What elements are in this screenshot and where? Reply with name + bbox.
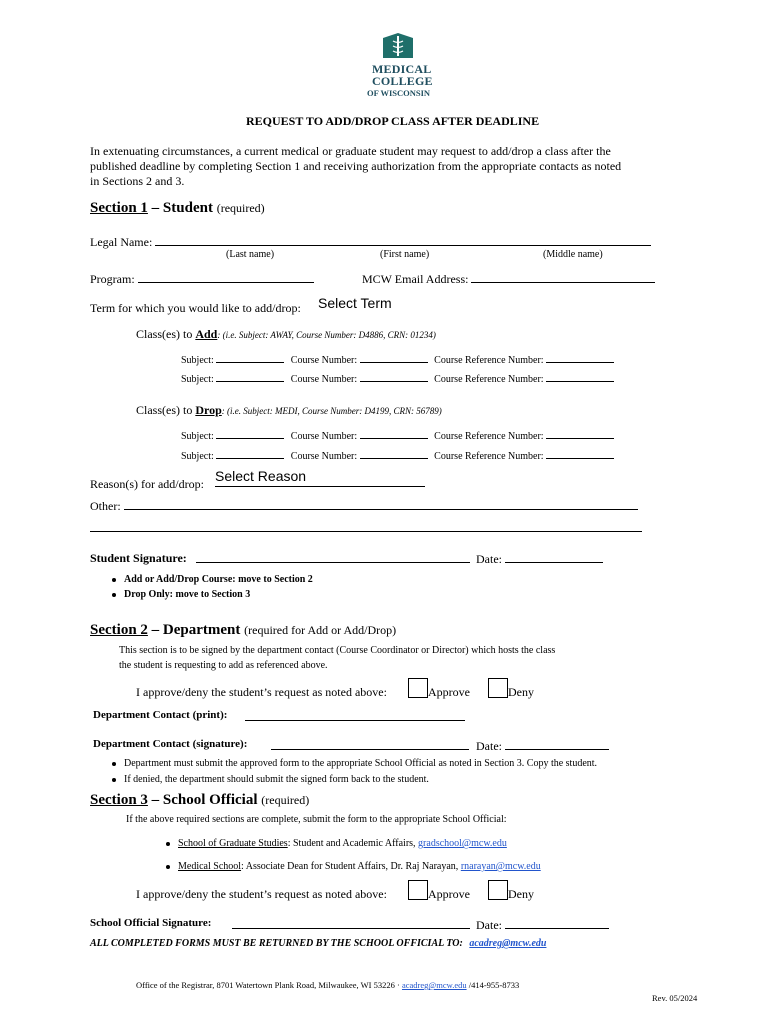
student-date-field[interactable] bbox=[505, 551, 603, 563]
other-field-line-2[interactable] bbox=[90, 531, 642, 532]
section-1-heading bbox=[90, 200, 265, 217]
section-2-bullet-2 bbox=[112, 774, 429, 785]
section-1-req: (required) bbox=[216, 201, 265, 215]
section-2-heading bbox=[90, 622, 396, 639]
intro-line-3: in Sections 2 and 3. bbox=[90, 174, 185, 188]
footer-phone: /414-955-8733 bbox=[466, 980, 520, 990]
drop-word: Drop bbox=[195, 403, 222, 417]
course-number-label: Course Number: bbox=[290, 355, 358, 366]
return-email-link[interactable]: acadreg@mcw.edu bbox=[469, 938, 547, 949]
student-date-label: Date: bbox=[476, 552, 502, 566]
revision-date: Rev. 05/2024 bbox=[652, 993, 698, 1003]
term-label: Term for which you would like to add/drop: bbox=[90, 301, 301, 315]
drop-course-number-2[interactable] bbox=[360, 447, 428, 459]
add-crn-2[interactable] bbox=[546, 370, 614, 382]
drop-example: : (i.e. Subject: MEDI, Course Number: D4199, CRN: 56789) bbox=[221, 406, 442, 416]
add-word: Add bbox=[195, 327, 218, 341]
drop-course-number-1[interactable] bbox=[360, 427, 428, 439]
logo-line-3: OF WISCONSIN bbox=[367, 88, 431, 98]
dept-contact-sig-label: Department Contact (signature): bbox=[93, 738, 248, 750]
other-field[interactable] bbox=[124, 498, 638, 510]
other-row bbox=[90, 498, 638, 514]
drop-subject-1[interactable] bbox=[216, 427, 284, 439]
school-1-email-link[interactable]: gradschool@mcw.edu bbox=[418, 838, 507, 849]
drop-row-1 bbox=[181, 427, 614, 442]
add-subject-2[interactable] bbox=[216, 370, 284, 382]
school-2-text: : Associate Dean for Student Affairs, Dr. Raj Narayan, bbox=[241, 861, 461, 872]
logo-line-2: COLLEGE bbox=[372, 74, 433, 88]
form-title: REQUEST TO ADD/DROP CLASS AFTER DEADLINE bbox=[246, 114, 540, 128]
school-1-name: School of Graduate Studies bbox=[178, 838, 288, 849]
footer-email-link[interactable]: acadreg@mcw.edu bbox=[401, 980, 467, 990]
legal-name-row bbox=[90, 234, 651, 250]
drop-crn-1[interactable] bbox=[546, 427, 614, 439]
official-sig-label: School Official Signature: bbox=[90, 917, 212, 929]
program-label: Program: bbox=[90, 272, 135, 286]
bullet-text: Add or Add/Drop Course: move to Section 2 bbox=[124, 574, 313, 585]
add-course-number-1[interactable] bbox=[360, 351, 428, 363]
caduceus-logo-icon bbox=[381, 32, 415, 60]
mcw-logo bbox=[364, 32, 452, 102]
section-3-heading bbox=[90, 792, 309, 809]
add-row-1 bbox=[181, 351, 614, 366]
school-2-email-link[interactable]: rnarayan@mcw.edu bbox=[460, 861, 541, 872]
crn-label: Course Reference Number: bbox=[434, 355, 544, 366]
legal-name-label: Legal Name: bbox=[90, 235, 153, 249]
reason-label: Reason(s) for add/drop: bbox=[90, 477, 204, 491]
official-deny-checkbox[interactable] bbox=[488, 880, 508, 900]
official-deny-text: Deny bbox=[508, 887, 534, 901]
dept-contact-print-field[interactable] bbox=[245, 720, 465, 721]
official-approve-checkbox[interactable] bbox=[408, 880, 428, 900]
add-row-2 bbox=[181, 370, 614, 385]
last-name-caption: (Last name) bbox=[226, 249, 275, 260]
logo-line-1: MEDICAL bbox=[372, 62, 432, 76]
drop-label: Class(es) to bbox=[136, 403, 196, 417]
section-3-label: Section 3 bbox=[90, 792, 148, 808]
first-name-caption: (First name) bbox=[380, 249, 430, 260]
add-example: : (i.e. Subject: AWAY, Course Number: D4886, CRN: 01234) bbox=[217, 330, 436, 340]
student-signature-label: Student Signature: bbox=[90, 551, 187, 565]
add-crn-1[interactable] bbox=[546, 351, 614, 363]
section-1-bullet-2 bbox=[112, 589, 250, 600]
intro-line-1: In extenuating circumstances, a current medical or graduate student may request to add/drop a class after the bbox=[90, 144, 611, 158]
drop-subject-2[interactable] bbox=[216, 447, 284, 459]
intro-line-2: published deadline by completing Section 1 and receiving authorization from the appropriate contacts as noted bbox=[90, 159, 622, 173]
official-date-field[interactable] bbox=[505, 917, 609, 929]
section-2-desc-1: This section is to be signed by the department contact (Course Coordinator or Director) which hosts the class bbox=[119, 645, 556, 656]
official-date-row bbox=[476, 917, 609, 933]
bullet-text: If denied, the department should submit the signed form back to the student. bbox=[124, 774, 429, 785]
section-2-label: Section 2 bbox=[90, 622, 148, 638]
other-label: Other: bbox=[90, 499, 121, 513]
drop-crn-2[interactable] bbox=[546, 447, 614, 459]
crn-label: Course Reference Number: bbox=[434, 431, 544, 442]
official-date-label: Date: bbox=[476, 918, 502, 932]
footer-address-row bbox=[136, 980, 519, 990]
section-2-desc-2: the student is requesting to add as referenced above. bbox=[119, 660, 328, 671]
subject-label: Subject: bbox=[181, 355, 214, 366]
subject-label: Subject: bbox=[181, 451, 214, 462]
dept-date-row bbox=[476, 738, 609, 754]
dept-date-field[interactable] bbox=[505, 738, 609, 750]
reason-select[interactable]: Select Reason bbox=[215, 468, 307, 484]
reason-underline bbox=[215, 486, 425, 487]
program-field[interactable] bbox=[138, 271, 314, 283]
bullet-text: Drop Only: move to Section 3 bbox=[124, 589, 251, 600]
subject-label: Subject: bbox=[181, 374, 214, 385]
crn-label: Course Reference Number: bbox=[434, 374, 544, 385]
email-row bbox=[362, 271, 655, 287]
course-number-label: Course Number: bbox=[290, 374, 358, 385]
add-heading bbox=[136, 327, 436, 342]
dept-approve-checkbox[interactable] bbox=[408, 678, 428, 698]
section-2-req: (required for Add or Add/Drop) bbox=[244, 623, 397, 637]
course-number-label: Course Number: bbox=[290, 451, 358, 462]
section-1-bullet-1 bbox=[112, 574, 313, 585]
school-2-name: Medical School bbox=[178, 861, 242, 872]
subject-label: Subject: bbox=[181, 431, 214, 442]
student-date-row bbox=[476, 551, 603, 567]
dept-approve-label: I approve/deny the student’s request as noted above: bbox=[136, 685, 387, 699]
section-2-name: – Department bbox=[151, 622, 241, 638]
term-select[interactable]: Select Term bbox=[318, 295, 392, 311]
email-field[interactable] bbox=[471, 271, 655, 283]
return-text: ALL COMPLETED FORMS MUST BE RETURNED BY THE SCHOOL OFFICIAL TO: bbox=[90, 938, 463, 949]
school-1-text: : Student and Academic Affairs, bbox=[287, 838, 419, 849]
return-row bbox=[90, 938, 546, 949]
course-number-label: Course Number: bbox=[290, 431, 358, 442]
bullet-text: Department must submit the approved form to the appropriate School Official as noted in Section 3. Copy the student. bbox=[124, 758, 598, 769]
school-1-row bbox=[166, 838, 507, 849]
dept-approve-text: Approve bbox=[428, 685, 470, 699]
program-row bbox=[90, 271, 314, 287]
legal-name-field[interactable] bbox=[155, 234, 651, 246]
official-approve-text: Approve bbox=[428, 887, 470, 901]
footer-address: Office of the Registrar, 8701 Watertown Plank Road, Milwaukee, WI 53226 · bbox=[136, 980, 402, 990]
official-approve-label: I approve/deny the student’s request as noted above: bbox=[136, 887, 387, 901]
section-1-label: Section 1 bbox=[90, 200, 148, 216]
dept-deny-checkbox[interactable] bbox=[488, 678, 508, 698]
add-subject-1[interactable] bbox=[216, 351, 284, 363]
dept-contact-sig-field[interactable] bbox=[271, 749, 469, 750]
crn-label: Course Reference Number: bbox=[434, 451, 544, 462]
section-3-name: – School Official bbox=[151, 792, 258, 808]
drop-heading bbox=[136, 403, 442, 418]
dept-date-label: Date: bbox=[476, 739, 502, 753]
school-2-row bbox=[166, 861, 541, 872]
dept-deny-text: Deny bbox=[508, 685, 534, 699]
section-3-req: (required) bbox=[261, 793, 310, 807]
email-label: MCW Email Address: bbox=[362, 272, 469, 286]
dept-contact-print-label: Department Contact (print): bbox=[93, 709, 228, 721]
student-signature-field[interactable] bbox=[196, 562, 470, 563]
drop-row-2 bbox=[181, 447, 614, 462]
add-label: Class(es) to bbox=[136, 327, 196, 341]
add-course-number-2[interactable] bbox=[360, 370, 428, 382]
official-sig-field[interactable] bbox=[232, 928, 470, 929]
middle-name-caption: (Middle name) bbox=[543, 249, 603, 260]
section-1-name: – Student bbox=[151, 200, 213, 216]
section-3-desc: If the above required sections are complete, submit the form to the appropriate School Official: bbox=[126, 814, 507, 825]
section-2-bullet-1 bbox=[112, 758, 597, 769]
